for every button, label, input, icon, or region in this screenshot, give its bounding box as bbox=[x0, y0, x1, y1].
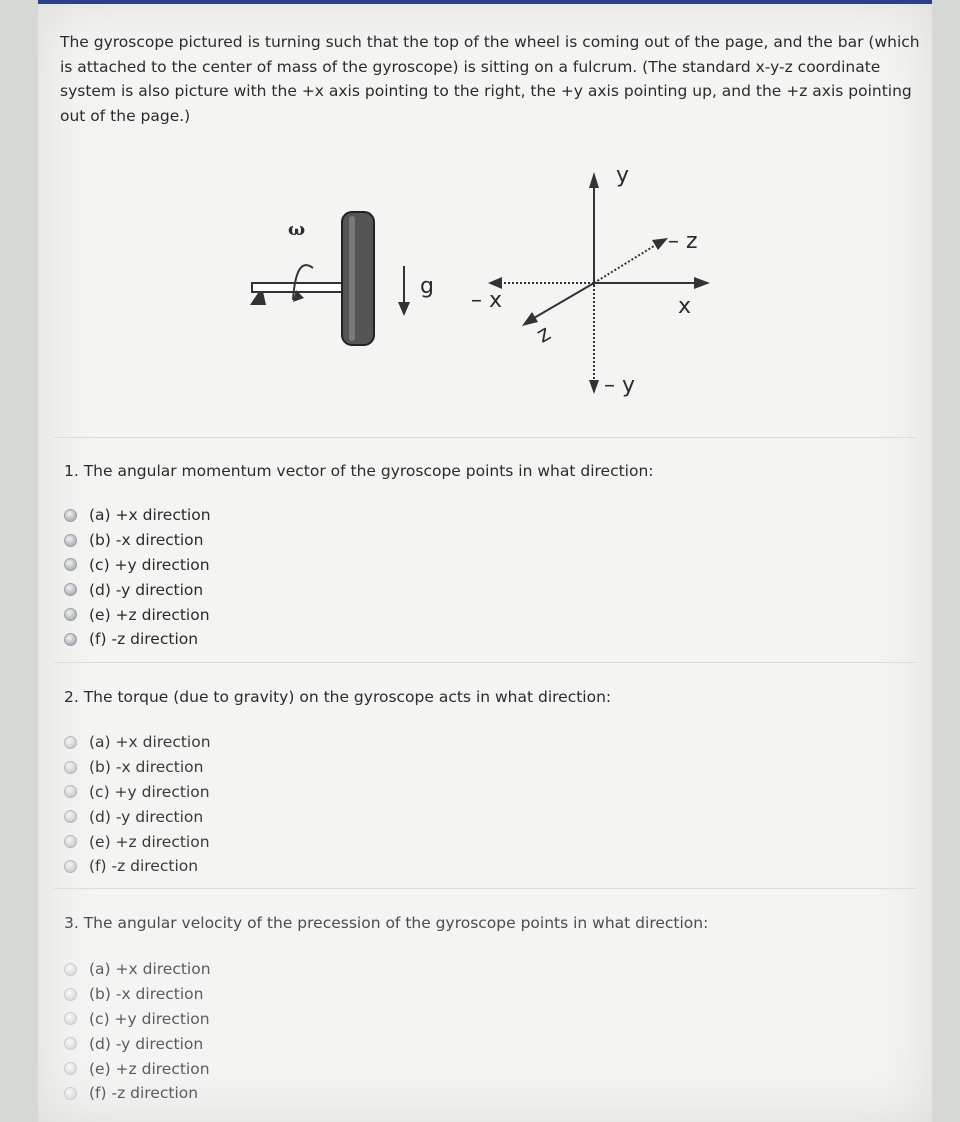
gyroscope-wheel bbox=[342, 212, 374, 345]
gravity-label: g bbox=[420, 274, 434, 299]
radio-button[interactable] bbox=[64, 1087, 77, 1100]
option-label: (e) +z direction bbox=[89, 832, 210, 851]
radio-button[interactable] bbox=[64, 835, 77, 848]
neg-y-label: – y bbox=[604, 373, 636, 398]
option-label: (a) +x direction bbox=[89, 960, 211, 979]
question-1-text: 1. The angular momentum vector of the gyroscope points in what direction: bbox=[64, 462, 654, 480]
q2-option-b[interactable] bbox=[64, 755, 364, 780]
radio-button[interactable] bbox=[64, 534, 77, 547]
radio-button[interactable] bbox=[64, 509, 77, 522]
gyroscope-bar bbox=[252, 283, 352, 292]
q1-option-f[interactable] bbox=[64, 627, 364, 652]
q1-option-d[interactable] bbox=[64, 577, 364, 602]
option-label: (d) -y direction bbox=[89, 807, 204, 826]
radio-button[interactable] bbox=[64, 558, 77, 571]
option-label: (c) +y direction bbox=[89, 1009, 210, 1028]
radio-button[interactable] bbox=[64, 761, 77, 774]
neg-z-label: – z bbox=[668, 229, 698, 254]
neg-x-label: – x bbox=[471, 288, 503, 313]
option-label: (c) +y direction bbox=[89, 782, 210, 801]
radio-button[interactable] bbox=[64, 1037, 77, 1050]
radio-button[interactable] bbox=[64, 736, 77, 749]
q3-option-d[interactable] bbox=[64, 1031, 364, 1056]
q1-option-e[interactable] bbox=[64, 602, 364, 627]
q1-option-b[interactable] bbox=[64, 528, 364, 553]
z-axis bbox=[534, 283, 594, 318]
option-label: (b) -x direction bbox=[89, 531, 204, 550]
q3-option-b[interactable] bbox=[64, 982, 364, 1007]
option-label: (b) -x direction bbox=[89, 758, 204, 777]
radio-button[interactable] bbox=[64, 1062, 77, 1075]
option-label: (f) -z direction bbox=[89, 857, 199, 876]
q3-option-a[interactable] bbox=[64, 957, 364, 982]
option-label: (c) +y direction bbox=[89, 555, 210, 574]
radio-button[interactable] bbox=[64, 810, 77, 823]
radio-button[interactable] bbox=[64, 583, 77, 596]
radio-button[interactable] bbox=[64, 608, 77, 621]
question-2-text: 2. The torque (due to gravity) on the gyroscope acts in what direction: bbox=[64, 688, 612, 706]
omega-label: ω bbox=[288, 219, 306, 240]
q3-option-f[interactable] bbox=[64, 1081, 364, 1106]
q3-option-e[interactable] bbox=[64, 1056, 364, 1081]
divider bbox=[54, 437, 916, 438]
neg-z-axis bbox=[594, 246, 654, 283]
radio-button[interactable] bbox=[64, 963, 77, 976]
divider bbox=[54, 662, 916, 663]
option-label: (e) +z direction bbox=[89, 1059, 210, 1078]
radio-button[interactable] bbox=[64, 633, 77, 646]
top-accent-bar bbox=[38, 0, 932, 4]
option-label: (d) -y direction bbox=[89, 580, 204, 599]
y-label: y bbox=[616, 163, 630, 188]
option-label: (a) +x direction bbox=[89, 733, 211, 752]
q2-option-f[interactable] bbox=[64, 854, 364, 879]
x-label: x bbox=[678, 294, 692, 319]
divider bbox=[54, 888, 916, 889]
question-1-options bbox=[64, 503, 364, 652]
q1-option-c[interactable] bbox=[64, 553, 364, 578]
option-label: (f) -z direction bbox=[89, 630, 199, 649]
option-label: (a) +x direction bbox=[89, 506, 211, 525]
question-3-options bbox=[64, 957, 364, 1106]
question-2-options bbox=[64, 730, 364, 879]
q2-option-d[interactable] bbox=[64, 804, 364, 829]
q2-option-e[interactable] bbox=[64, 829, 364, 854]
radio-button[interactable] bbox=[64, 785, 77, 798]
q2-option-c[interactable] bbox=[64, 780, 364, 805]
gyroscope-figure bbox=[38, 150, 932, 420]
q1-option-a[interactable] bbox=[64, 503, 364, 528]
q3-option-c[interactable] bbox=[64, 1007, 364, 1032]
question-3-text: 3. The angular velocity of the precession of the gyroscope points in what direction: bbox=[64, 914, 709, 932]
option-label: (d) -y direction bbox=[89, 1034, 204, 1053]
option-label: (b) -x direction bbox=[89, 985, 204, 1004]
radio-button[interactable] bbox=[64, 1012, 77, 1025]
q2-option-a[interactable] bbox=[64, 730, 364, 755]
radio-button[interactable] bbox=[64, 988, 77, 1001]
option-label: (f) -z direction bbox=[89, 1084, 199, 1103]
z-label: z bbox=[532, 320, 556, 349]
quiz-page bbox=[38, 0, 932, 1122]
option-label: (e) +z direction bbox=[89, 605, 210, 624]
radio-button[interactable] bbox=[64, 860, 77, 873]
intro-paragraph: The gyroscope pictured is turning such that the top of the wheel is coming out of the page, and the bar (which is attached to the center of mass of the gyroscope) is sitting on a fulcrum. (The standard x-y-z coordinate system is also picture with the +x axis pointing to the right, the +y axis pointing up, and the +z axis pointing out of the page.) bbox=[60, 33, 920, 125]
